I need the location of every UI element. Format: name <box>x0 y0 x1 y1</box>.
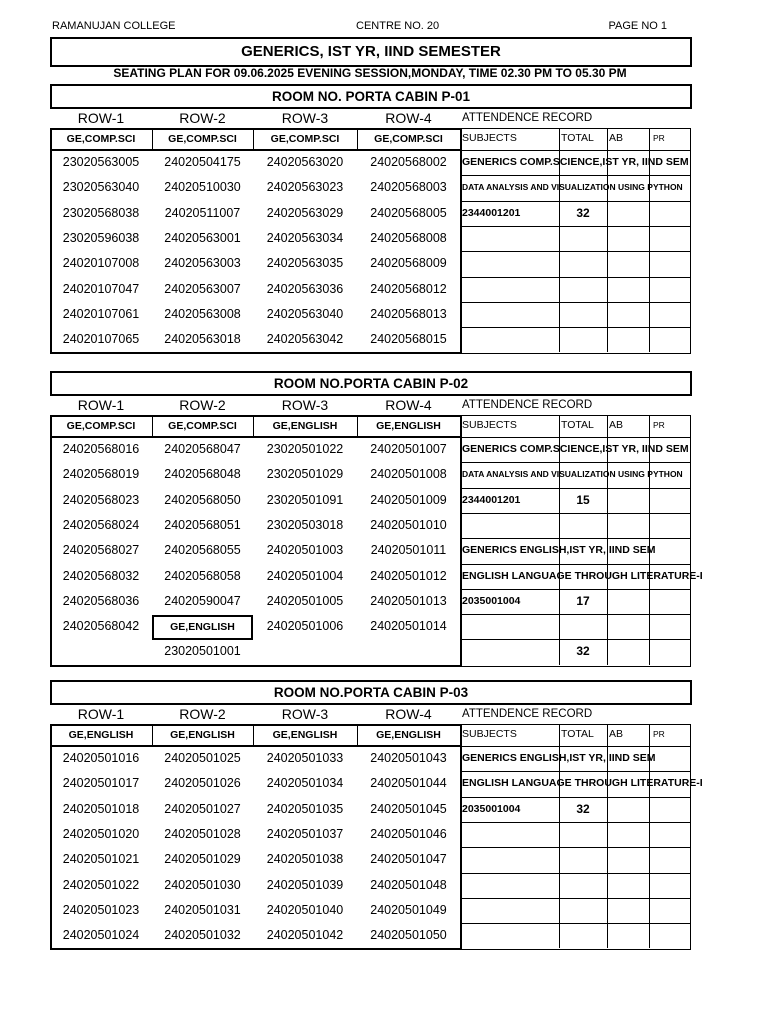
row-label: ROW-1 <box>77 110 125 126</box>
roll-number: 24020501043 <box>370 751 447 765</box>
row-label: ROW-1 <box>77 706 125 722</box>
roll-number: 24020563023 <box>266 180 344 195</box>
attendance-total: 17 <box>576 593 590 608</box>
roll-number: 24020501030 <box>164 877 241 892</box>
roll-number: 24020568048 <box>164 467 241 482</box>
roll-number: 23020501022 <box>266 442 344 456</box>
attendance-subject: GENERICS ENGLISH,IST YR, IIND SEM <box>462 752 656 764</box>
attendance-heading: ATTENDENCE RECORD <box>462 708 593 720</box>
attendance-row-divider <box>460 847 690 848</box>
roll-number: 24020501023 <box>62 902 140 917</box>
roll-number: 24020563040 <box>266 306 344 321</box>
attendance-row-divider <box>460 226 690 227</box>
roll-number: 23020563040 <box>62 180 140 195</box>
roll-number: 24020563003 <box>164 256 241 271</box>
page-number: PAGE NO 1 <box>608 20 667 32</box>
roll-number: 24020501007 <box>370 442 447 456</box>
roll-number: 24020568005 <box>370 205 447 220</box>
attendance-col-ab: AB <box>609 132 624 144</box>
roll-number: 24020568027 <box>62 543 140 558</box>
column-header: GE,ENGLISH <box>272 729 338 741</box>
roll-number: 24020563018 <box>164 332 241 347</box>
roll-number: 24020107065 <box>62 332 140 347</box>
roll-number: 24020568042 <box>62 619 140 634</box>
roll-number: 24020501006 <box>266 619 344 634</box>
roll-number: 23020563005 <box>62 155 140 169</box>
attendance-col-subjects: SUBJECTS <box>462 132 517 144</box>
roll-number: 24020501021 <box>62 852 140 867</box>
roll-number: 24020501013 <box>370 593 447 608</box>
boxed-subject-label: GE,ENGLISH <box>152 615 253 640</box>
roll-number: 23020501091 <box>266 492 344 507</box>
roll-number: 24020501004 <box>266 568 344 583</box>
column-header: GE,COMP.SCI <box>168 420 237 432</box>
roll-number: 24020563029 <box>266 205 344 220</box>
roll-number: 24020501010 <box>370 517 447 532</box>
attendance-subject: GENERICS COMP.SCIENCE,IST YR, IIND SEM <box>462 156 689 168</box>
roll-number: 24020501045 <box>370 801 447 816</box>
attendance-row-divider <box>460 251 690 252</box>
roll-number: 24020501003 <box>266 543 344 558</box>
roll-number: 24020501049 <box>370 902 447 917</box>
roll-number: 24020501014 <box>370 619 447 634</box>
row-label: ROW-3 <box>281 397 329 413</box>
roll-number: 24020568003 <box>370 180 447 195</box>
roll-number: 24020568051 <box>164 517 241 532</box>
roll-number: 24020590047 <box>164 593 241 608</box>
roll-number: 24020501047 <box>370 852 447 867</box>
roll-number: 24020568050 <box>164 492 241 507</box>
column-header: GE,COMP.SCI <box>66 133 136 145</box>
attendance-subject: DATA ANALYSIS AND VISUALIZATION USING PYTHON <box>462 182 683 193</box>
attendance-row-divider <box>460 898 690 899</box>
roll-number: 23020501029 <box>266 467 344 482</box>
roll-number: 24020501050 <box>370 928 447 943</box>
attendance-subject: ENGLISH LANGUAGE THROUGH LITERATURE-I <box>462 569 703 582</box>
column-header: GE,COMP.SCI <box>168 133 237 145</box>
attendance-total: 32 <box>576 801 590 816</box>
row-label: ROW-1 <box>77 397 125 413</box>
roll-number: 24020563036 <box>266 281 344 296</box>
roll-number: 24020501029 <box>164 852 241 867</box>
roll-number: 24020511007 <box>164 205 241 220</box>
roll-number: 24020568023 <box>62 492 140 507</box>
attendance-total: 15 <box>576 492 590 507</box>
row-label: ROW-2 <box>179 706 226 722</box>
roll-number: 24020568055 <box>164 543 241 558</box>
roll-number: 24020501040 <box>266 902 344 917</box>
attendance-heading: ATTENDENCE RECORD <box>462 399 593 411</box>
attendance-row-divider <box>460 277 690 278</box>
roll-number: 24020568032 <box>62 568 140 583</box>
roll-number: 24020501026 <box>164 776 241 791</box>
column-header: GE,ENGLISH <box>376 729 441 741</box>
attendance-row-divider <box>460 873 690 874</box>
roll-number: 24020504175 <box>164 155 241 169</box>
roll-number: 24020501035 <box>266 801 344 816</box>
attendance-subject: 2344001201 <box>462 206 521 219</box>
roll-number: 24020568019 <box>62 467 140 482</box>
roll-number: 24020501048 <box>370 877 447 892</box>
centre-number: CENTRE NO. 20 <box>356 20 440 32</box>
attendance-subject: DATA ANALYSIS AND VISUALIZATION USING PYTHON <box>462 469 683 480</box>
room-title: ROOM NO. PORTA CABIN P-01 <box>50 84 692 109</box>
roll-number: 24020563007 <box>164 281 241 296</box>
roll-number: 24020501032 <box>164 928 241 943</box>
roll-number: 24020501028 <box>164 826 241 841</box>
roll-number: 24020501024 <box>62 928 140 943</box>
roll-number: 24020563020 <box>266 155 344 169</box>
row-label: ROW-4 <box>385 110 432 126</box>
roll-number: 24020501027 <box>164 801 241 816</box>
attendance-col-total: TOTAL <box>561 419 594 431</box>
row-label: ROW-2 <box>179 397 226 413</box>
roll-number: 24020563035 <box>266 256 344 271</box>
attendance-col-ab: AB <box>609 728 624 740</box>
column-header: GE,ENGLISH <box>68 729 134 741</box>
roll-number: 24020501044 <box>370 776 447 791</box>
column-header: GE,COMP.SCI <box>66 420 136 432</box>
page-subtitle: SEATING PLAN FOR 09.06.2025 EVENING SESSION,MONDAY, TIME 02.30 PM TO 05.30 PM <box>113 66 627 80</box>
row-label: ROW-3 <box>281 706 329 722</box>
roll-number: 24020568058 <box>164 568 241 583</box>
roll-number: 24020501009 <box>370 492 447 507</box>
roll-number: 24020501018 <box>62 801 140 816</box>
roll-number: 24020568012 <box>370 281 447 296</box>
attendance-col-subjects: SUBJECTS <box>462 728 517 740</box>
roll-number: 24020568008 <box>370 230 447 245</box>
column-header: GE,ENGLISH <box>170 729 235 741</box>
attendance-col-total: TOTAL <box>561 728 594 740</box>
roll-number: 23020501001 <box>164 644 241 659</box>
roll-number: 24020563042 <box>266 332 344 347</box>
roll-number: 24020501046 <box>370 826 447 841</box>
attendance-subject: GENERICS COMP.SCIENCE,IST YR, IIND SEM <box>462 443 689 455</box>
roll-number: 24020568016 <box>62 442 140 456</box>
attendance-subject: ENGLISH LANGUAGE THROUGH LITERATURE-I <box>462 777 703 790</box>
roll-number: 24020501008 <box>370 467 447 482</box>
roll-number: 24020568036 <box>62 593 140 608</box>
roll-number: 24020501033 <box>266 751 344 765</box>
roll-number: 24020563008 <box>164 306 241 321</box>
roll-number: 24020107061 <box>62 306 140 321</box>
roll-number: 24020501016 <box>62 751 140 765</box>
attendance-row-divider <box>460 513 690 514</box>
roll-number: 24020568047 <box>164 442 241 456</box>
roll-number: 23020568038 <box>62 205 140 220</box>
column-header: GE,COMP.SCI <box>374 133 443 145</box>
row-label: ROW-4 <box>385 706 432 722</box>
attendance-row-divider <box>460 302 690 303</box>
attendance-row-divider <box>460 923 690 924</box>
roll-number: 24020568013 <box>370 306 447 321</box>
roll-number: 23020503018 <box>266 517 344 532</box>
attendance-col-total: TOTAL <box>561 132 594 144</box>
attendance-row-divider <box>460 822 690 823</box>
roll-number: 24020510030 <box>164 180 241 195</box>
roll-number: 24020568009 <box>370 256 447 271</box>
roll-number: 24020563001 <box>164 230 241 245</box>
college-name: RAMANUJAN COLLEGE <box>52 20 176 32</box>
roll-number: 23020596038 <box>62 230 140 245</box>
attendance-heading: ATTENDENCE RECORD <box>462 112 593 124</box>
room-title: ROOM NO.PORTA CABIN P-02 <box>50 371 692 396</box>
column-header: GE,ENGLISH <box>272 420 338 432</box>
attendance-row-divider <box>460 614 690 615</box>
column-header: GE,ENGLISH <box>376 420 441 432</box>
roll-number: 24020563034 <box>266 230 344 245</box>
attendance-subject: 2035001004 <box>462 802 521 815</box>
roll-number: 24020501011 <box>370 543 447 558</box>
attendance-subject: GENERICS ENGLISH,IST YR, IIND SEM <box>462 544 656 557</box>
roll-number: 24020501034 <box>266 776 344 791</box>
roll-number: 24020107047 <box>62 281 140 296</box>
page-header <box>52 20 667 34</box>
roll-number: 24020501017 <box>62 776 140 791</box>
roll-number: 24020501042 <box>266 928 344 943</box>
roll-number: 24020501038 <box>266 852 344 867</box>
roll-number: 24020568015 <box>370 332 447 347</box>
attendance-col-pr: PR <box>653 133 665 143</box>
attendance-col-pr: PR <box>653 420 665 430</box>
roll-number: 24020501037 <box>266 826 344 841</box>
attendance-total: 32 <box>576 205 590 220</box>
attendance-col-ab: AB <box>609 419 624 431</box>
room-title: ROOM NO.PORTA CABIN P-03 <box>50 680 692 705</box>
roll-number: 24020501020 <box>62 826 140 841</box>
column-header: GE,COMP.SCI <box>270 133 340 145</box>
roll-number: 24020501031 <box>164 902 241 917</box>
attendance-subject: 2344001201 <box>462 493 521 506</box>
attendance-subject: 2035001004 <box>462 594 521 607</box>
attendance-col-pr: PR <box>653 729 665 739</box>
roll-number: 24020568024 <box>62 517 140 532</box>
roll-number: 24020501005 <box>266 593 344 608</box>
roll-number: 24020501025 <box>164 751 241 765</box>
roll-number: 24020107008 <box>62 256 140 271</box>
row-label: ROW-3 <box>281 110 329 126</box>
attendance-row-divider <box>460 327 690 328</box>
roll-number: 24020501039 <box>266 877 344 892</box>
attendance-total: 32 <box>576 644 590 659</box>
roll-number: 24020568002 <box>370 155 447 169</box>
attendance-col-subjects: SUBJECTS <box>462 419 517 431</box>
page-title: GENERICS, IST YR, IIND SEMESTER <box>50 37 692 67</box>
row-label: ROW-4 <box>385 397 432 413</box>
roll-number: 24020501022 <box>62 877 140 892</box>
roll-number: 24020501012 <box>370 568 447 583</box>
row-label: ROW-2 <box>179 110 226 126</box>
